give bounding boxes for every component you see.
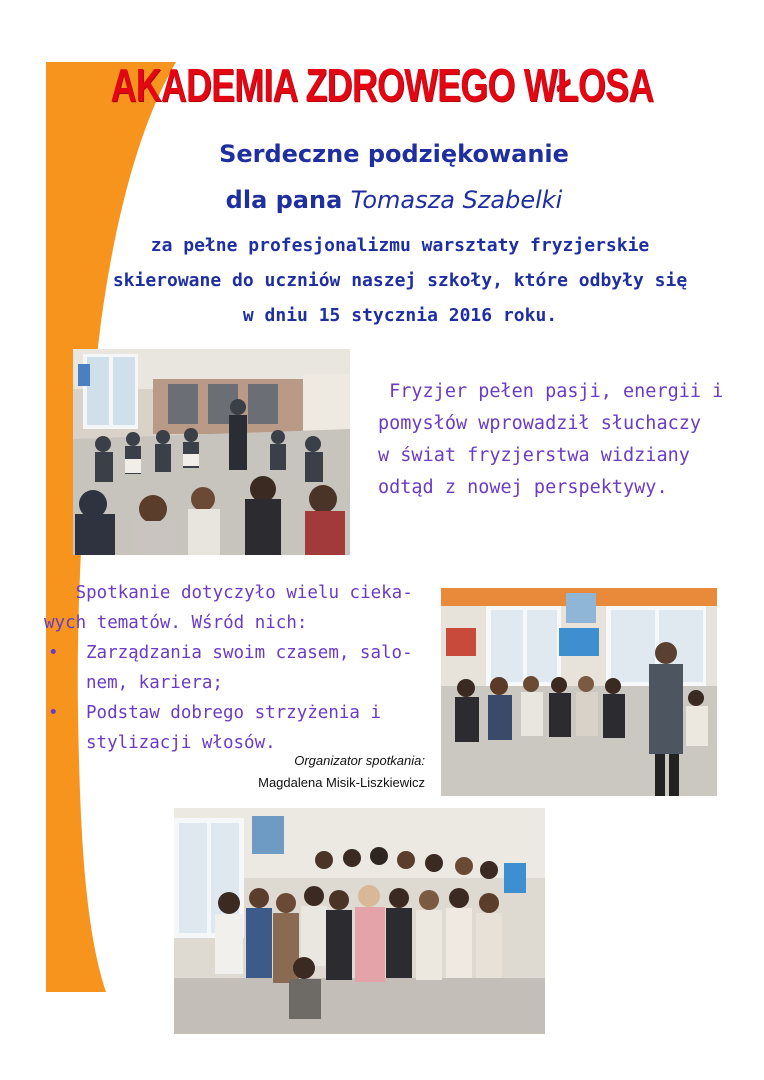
thanks-heading: Serdeczne podziękowanie	[219, 140, 569, 168]
topics-section	[44, 578, 434, 758]
bullet-icon: •	[48, 703, 59, 723]
workshop-photo-presenter	[441, 588, 717, 796]
quote-line: pomysłów wprowadził słuchaczy	[378, 413, 702, 434]
workshop-quote	[378, 376, 728, 504]
description-line: skierowane do uczniów naszej szkoły, które odbyły się	[112, 270, 688, 291]
workshop-photo-circle	[73, 349, 350, 555]
topic-line: nem, kariera;	[86, 673, 223, 693]
description-line: w dniu 15 stycznia 2016 roku.	[242, 305, 558, 326]
quote-line: Fryzjer pełen pasji, energii i	[378, 381, 724, 402]
topic-item	[44, 638, 434, 698]
organizer-credit	[205, 750, 425, 794]
topics-intro-line: Spotkanie dotyczyło wielu cieka-	[44, 583, 413, 603]
topic-line: Zarządzania swoim czasem, salo-	[86, 643, 413, 663]
quote-line: w świat fryzjerstwa widziany	[378, 445, 690, 466]
recipient-name: Tomasza Szabelki	[350, 186, 563, 214]
workshop-group-photo	[174, 808, 545, 1034]
organizer-label: Organizator spotkania:	[294, 753, 425, 768]
topics-intro-line: wych tematów. Wśród nich:	[44, 613, 308, 633]
description-line: za pełne profesjonalizmu warsztaty fryzjerskie	[150, 235, 650, 256]
quote-line: odtąd z nowej perspektywy.	[378, 477, 668, 498]
topic-item	[44, 698, 434, 758]
thanks-recipient	[12, 186, 764, 214]
organizer-name: Magdalena Misik-Liszkiewicz	[258, 775, 425, 790]
bullet-icon: •	[48, 643, 59, 663]
workshop-description	[70, 228, 730, 333]
topic-line: Podstaw dobrego strzyżenia i	[86, 703, 382, 723]
topic-line: stylizacji włosów.	[86, 733, 276, 753]
thanks-prefix: dla pana	[225, 186, 343, 214]
poster-title: AKADEMIA ZDROWEGO WŁOSA	[110, 59, 654, 111]
